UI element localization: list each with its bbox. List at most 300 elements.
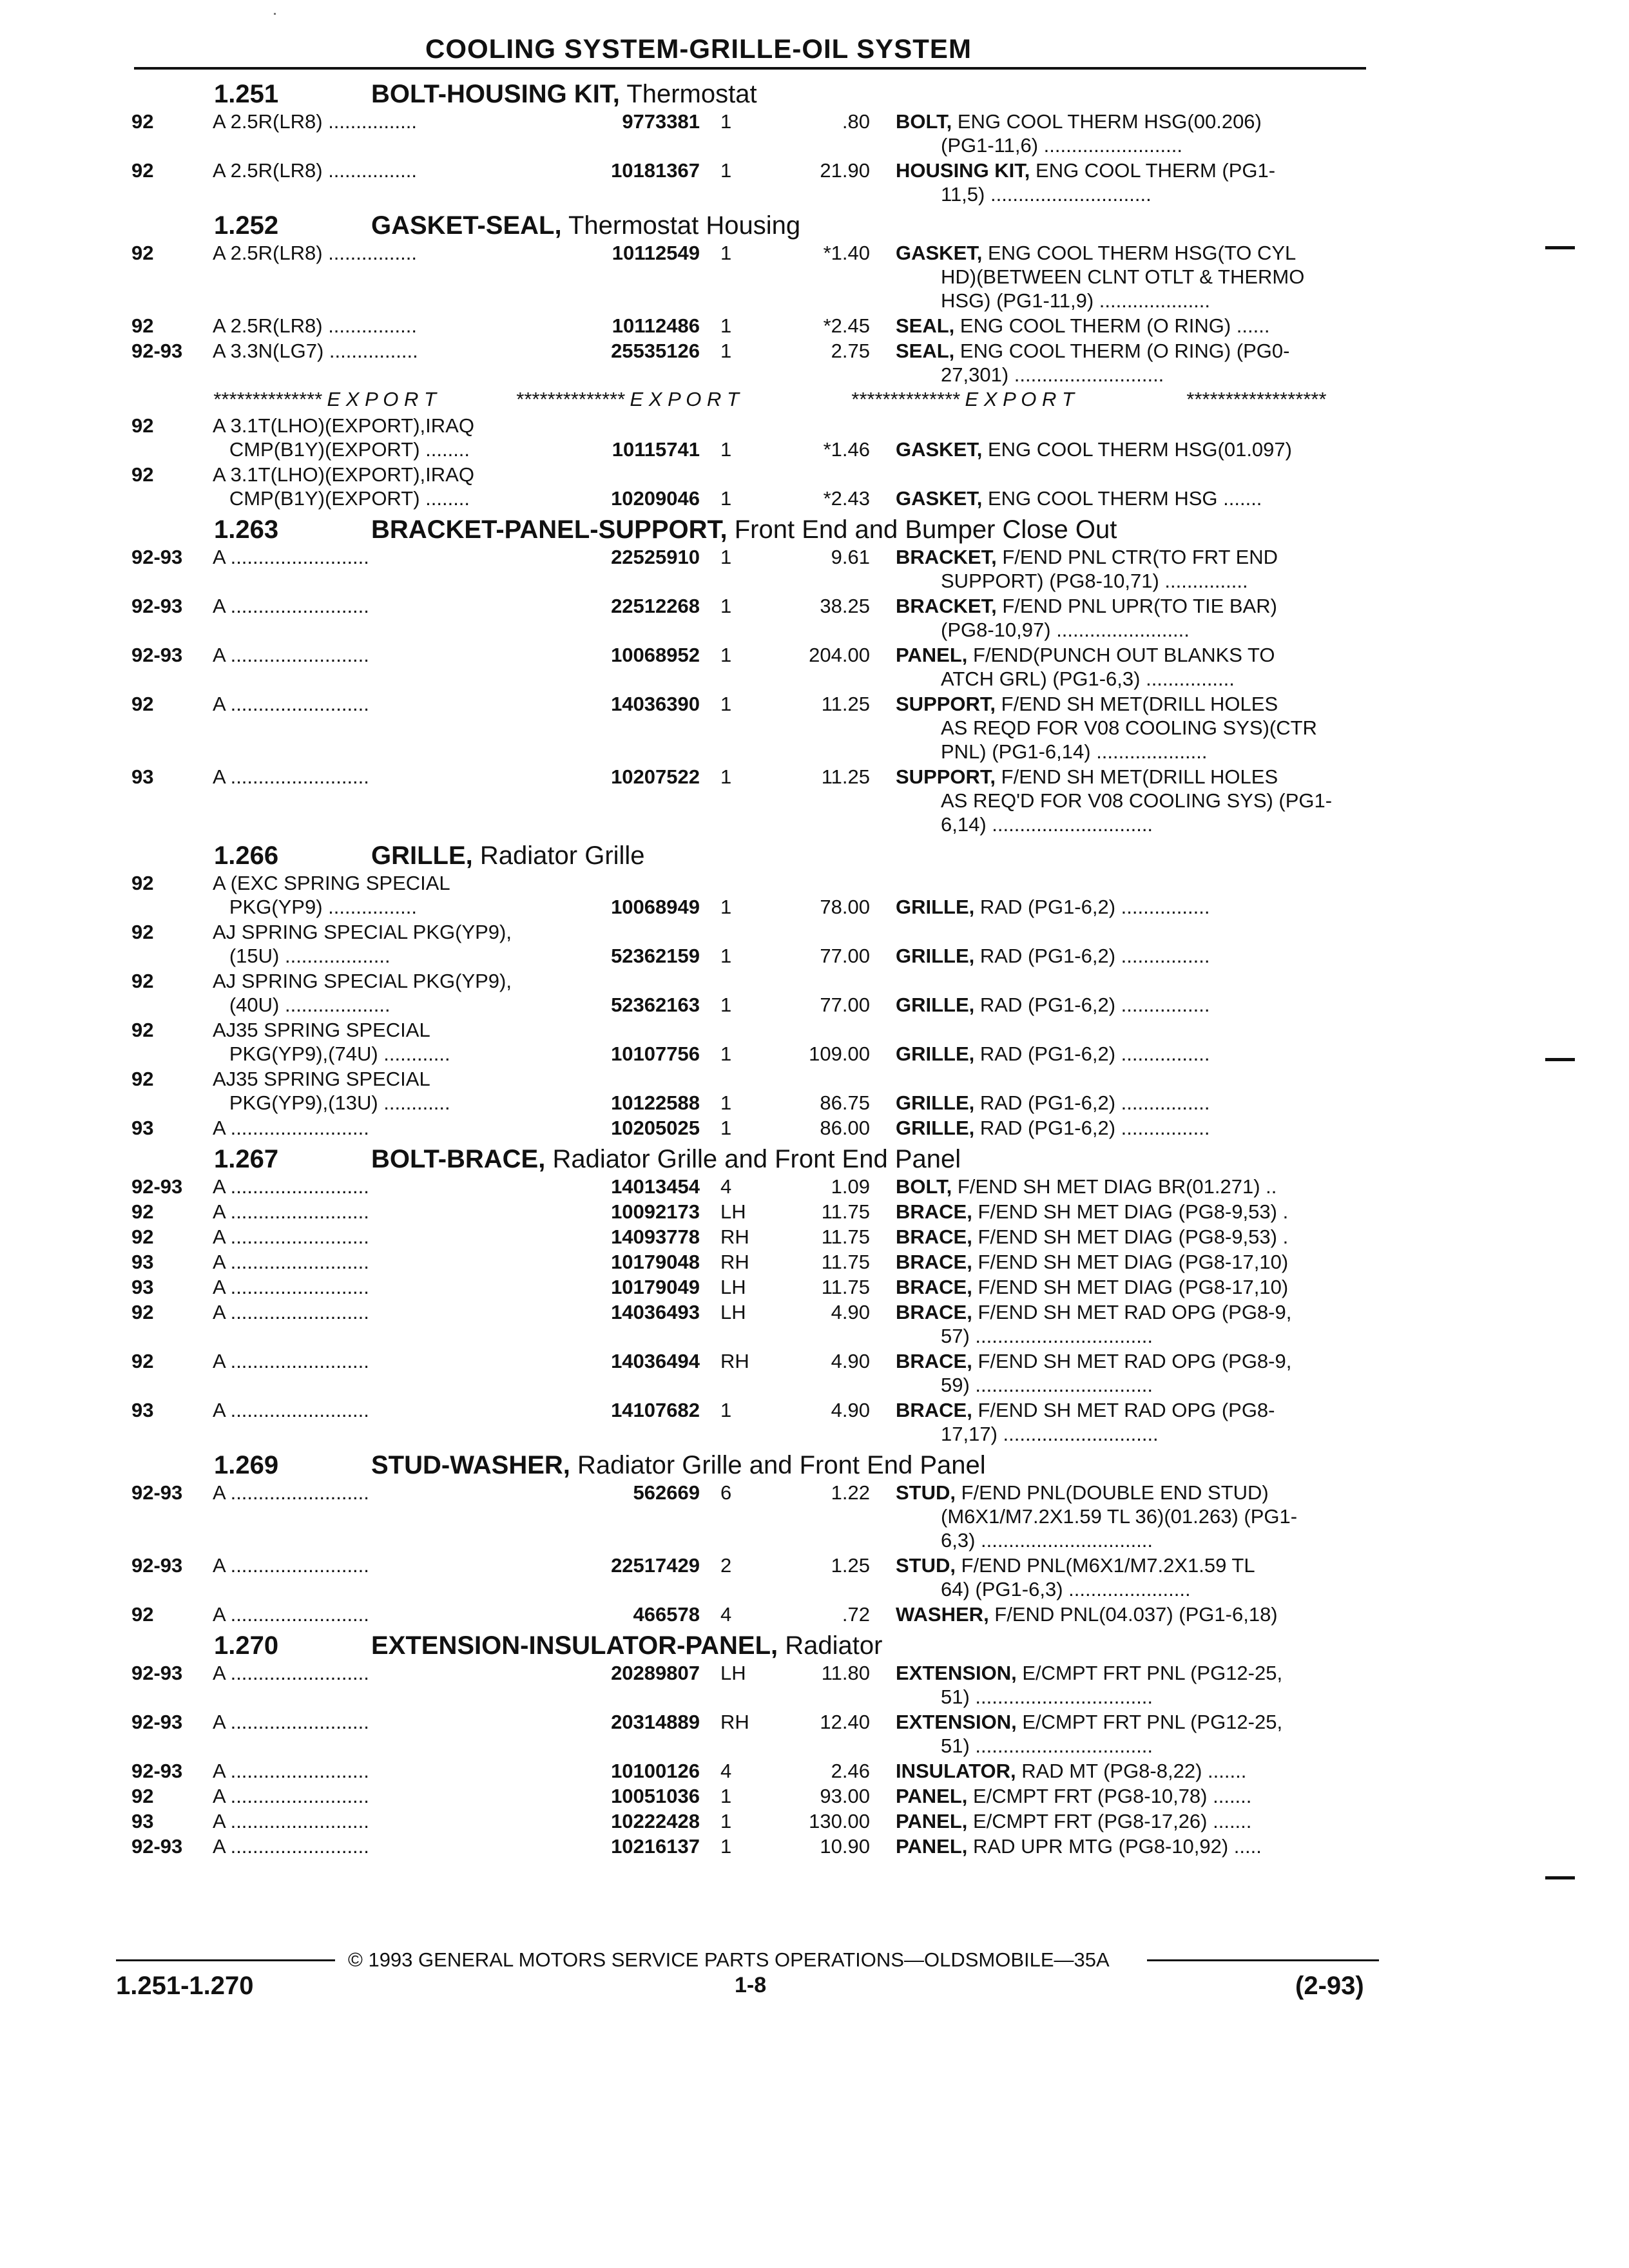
part-row xyxy=(116,545,1373,594)
application-description: A ......................... xyxy=(213,1481,369,1504)
section-title-bold: STUD-WASHER, xyxy=(371,1451,570,1479)
part-number: 10122588 xyxy=(567,1091,700,1115)
section-title-bold: GASKET-SEAL, xyxy=(371,211,562,240)
part-row xyxy=(116,241,1373,314)
part-name-text: ENG COOL THERM (PG1- xyxy=(1030,159,1276,182)
section-title xyxy=(371,1451,986,1480)
part-name-line xyxy=(941,363,1411,387)
part-name-text: PNL) (PG1-6,14) .................... xyxy=(941,740,1208,763)
part-number: 10205025 xyxy=(567,1116,700,1140)
part-name-text: RAD (PG1-6,2) ................ xyxy=(974,994,1210,1016)
part-name-text: F/END(PUNCH OUT BLANKS TO xyxy=(967,644,1275,666)
part-name-text: (PG8-10,97) ........................ xyxy=(941,619,1190,641)
part-name-text: HSG) (PG1-11,9) .................... xyxy=(941,289,1211,312)
part-name-line xyxy=(941,1528,1411,1552)
part-name-bold: INSULATOR, xyxy=(896,1760,1016,1782)
footer-date: (2-93) xyxy=(1295,1972,1364,2000)
part-name-line xyxy=(896,1116,1366,1140)
part-name-line xyxy=(896,1042,1366,1066)
section-title-rest: Radiator xyxy=(778,1631,883,1660)
application-description: A ......................... xyxy=(213,1760,369,1782)
part-row xyxy=(116,1175,1373,1200)
part-name-text: SUPPORT) (PG8-10,71) ............... xyxy=(941,570,1248,592)
part-row xyxy=(116,1602,1373,1628)
section-heading xyxy=(116,76,1373,110)
model-year: 92 xyxy=(131,1225,154,1248)
part-number: 14036494 xyxy=(567,1349,700,1373)
part-number: 20289807 xyxy=(567,1661,700,1685)
part-row xyxy=(116,1116,1373,1141)
part-name-text: AS REQD FOR V08 COOLING SYS)(CTR xyxy=(941,716,1317,739)
section-number: 1.252 xyxy=(214,211,279,240)
part-row xyxy=(116,1018,1373,1067)
part-number: 10112486 xyxy=(567,314,700,338)
part-number: 14107682 xyxy=(567,1398,700,1422)
part-name-text: F/END SH MET RAD OPG (PG8-9, xyxy=(972,1350,1292,1372)
model-year: 92 xyxy=(131,1068,154,1090)
quantity: 2 xyxy=(720,1554,732,1577)
application-description: A ......................... xyxy=(213,1835,369,1858)
part-name-line xyxy=(941,1734,1411,1758)
part-name-line xyxy=(896,1349,1366,1373)
list-price: 86.75 xyxy=(820,1091,870,1114)
part-name-line xyxy=(896,1809,1366,1833)
model-year: 92 xyxy=(131,872,154,894)
part-row xyxy=(116,1661,1373,1710)
part-row xyxy=(116,1553,1373,1602)
part-name-bold: HOUSING KIT, xyxy=(896,159,1030,182)
part-row xyxy=(116,159,1373,207)
list-price: 77.00 xyxy=(820,994,870,1016)
model-year: 93 xyxy=(131,1276,154,1298)
section-title xyxy=(371,80,757,109)
application-description: A ......................... xyxy=(213,1603,369,1626)
part-name-line xyxy=(941,1577,1411,1601)
part-name-text: 57) ................................ xyxy=(941,1325,1153,1347)
list-price: *2.43 xyxy=(823,487,870,510)
section-number: 1.266 xyxy=(214,841,279,870)
part-number: 10051036 xyxy=(567,1784,700,1808)
model-year: 93 xyxy=(131,1399,154,1421)
part-row xyxy=(116,1710,1373,1759)
model-year: 92 xyxy=(131,1603,154,1626)
part-name-bold: BRACE, xyxy=(896,1251,972,1273)
section-heading xyxy=(116,1141,1373,1175)
part-name-line xyxy=(941,740,1411,764)
part-number: 22525910 xyxy=(567,545,700,569)
part-number: 20314889 xyxy=(567,1710,700,1734)
part-number: 10112549 xyxy=(567,241,700,265)
model-year: 92-93 xyxy=(131,1711,183,1733)
section-title-bold: BRACKET-PANEL-SUPPORT, xyxy=(371,515,728,544)
model-year: 92 xyxy=(131,921,154,943)
model-year: 92-93 xyxy=(131,546,183,568)
part-row xyxy=(116,765,1373,838)
part-name-text: ENG COOL THERM (O RING) (PG0- xyxy=(954,340,1290,362)
part-name-line xyxy=(896,1661,1366,1685)
section-title-rest: Thermostat xyxy=(619,80,757,108)
model-year: 93 xyxy=(131,1117,154,1139)
list-price: 4.90 xyxy=(831,1399,870,1421)
section-title-rest: Radiator Grille and Front End Panel xyxy=(570,1451,986,1479)
part-row xyxy=(116,594,1373,643)
part-name-line xyxy=(896,241,1366,265)
part-name-text: AS REQ'D FOR V08 COOLING SYS) (PG1- xyxy=(941,789,1333,812)
part-number: 10115741 xyxy=(567,437,700,461)
part-name-text: 59) ................................ xyxy=(941,1374,1153,1396)
part-name-line xyxy=(896,1553,1366,1577)
list-price: 77.00 xyxy=(820,945,870,967)
quantity: 1 xyxy=(720,945,732,967)
part-number: 10222428 xyxy=(567,1809,700,1833)
application-description: AJ SPRING SPECIAL PKG(YP9), xyxy=(213,921,512,943)
part-name-line xyxy=(941,812,1411,836)
part-name-text: 17,17) ............................ xyxy=(941,1423,1159,1445)
model-year: 92-93 xyxy=(131,1175,183,1198)
section-heading xyxy=(116,1447,1373,1481)
model-year: 92 xyxy=(131,1301,154,1323)
part-name-text: E/CMPT FRT PNL (PG12-25, xyxy=(1016,1711,1283,1733)
application-description: A ......................... xyxy=(213,1251,369,1273)
part-number: 10107756 xyxy=(567,1042,700,1066)
part-name-line xyxy=(896,895,1366,919)
application-description: A 3.1T(LHO)(EXPORT),IRAQ xyxy=(213,463,474,486)
section-title xyxy=(371,211,800,240)
part-name-text: 64) (PG1-6,3) ...................... xyxy=(941,1578,1191,1600)
list-price: *1.46 xyxy=(823,438,870,461)
part-name-text: 6,3) ............................... xyxy=(941,1529,1153,1552)
part-name-text: 51) ................................ xyxy=(941,1686,1153,1708)
part-name-text: F/END PNL UPR(TO TIE BAR) xyxy=(996,595,1277,617)
part-name-text: ENG COOL THERM (O RING) ...... xyxy=(954,314,1270,337)
model-year: 92 xyxy=(131,463,154,486)
list-price: 2.46 xyxy=(831,1760,870,1782)
part-name-line xyxy=(896,1275,1366,1299)
quantity: 1 xyxy=(720,438,732,461)
list-price: 9.61 xyxy=(831,546,870,568)
part-name-line xyxy=(941,265,1411,289)
part-name-text: F/END SH MET(DRILL HOLES xyxy=(996,765,1278,788)
part-name-text: E/CMPT FRT PNL (PG12-25, xyxy=(1016,1662,1283,1684)
export-label: ************** E X P O R T xyxy=(851,388,1080,410)
part-row xyxy=(116,1200,1373,1225)
part-name-line xyxy=(896,1784,1366,1808)
part-name-text: HD)(BETWEEN CLNT OTLT & THERMO xyxy=(941,265,1305,288)
part-name-bold: GRILLE, xyxy=(896,1091,975,1114)
part-row xyxy=(116,920,1373,969)
part-name-text: RAD (PG1-6,2) ................ xyxy=(974,1091,1210,1114)
section-heading xyxy=(116,207,1373,241)
model-year: 92-93 xyxy=(131,595,183,617)
footer-rule-right xyxy=(1147,1959,1379,1961)
part-name-text: 27,301) ........................... xyxy=(941,363,1164,386)
application-description: CMP(B1Y)(EXPORT) ........ xyxy=(213,487,470,510)
model-year: 93 xyxy=(131,1251,154,1273)
model-year: 92 xyxy=(131,414,154,437)
list-price: 11.25 xyxy=(821,693,870,715)
part-name-line xyxy=(896,1710,1366,1734)
part-name-text: ENG COOL THERM HSG ....... xyxy=(982,487,1262,510)
part-name-bold: GRILLE, xyxy=(896,945,975,967)
application-description: A ......................... xyxy=(213,1175,369,1198)
part-name-line xyxy=(941,1422,1411,1446)
list-price: 11.75 xyxy=(821,1251,870,1273)
part-name-text: F/END PNL CTR(TO FRT END xyxy=(996,546,1278,568)
part-name-line xyxy=(941,1324,1411,1348)
part-name-line xyxy=(896,1091,1366,1115)
list-price: 10.90 xyxy=(820,1835,870,1858)
list-price: 1.22 xyxy=(831,1481,870,1504)
list-price: 38.25 xyxy=(820,595,870,617)
list-price: 204.00 xyxy=(809,644,870,666)
part-number: 25535126 xyxy=(567,339,700,363)
application-description: A ......................... xyxy=(213,1662,369,1684)
part-name-bold: GASKET, xyxy=(896,487,983,510)
part-name-text: F/END PNL(M6X1/M7.2X1.59 TL xyxy=(956,1554,1255,1577)
part-name-bold: BRACE, xyxy=(896,1200,972,1223)
list-price: 1.25 xyxy=(831,1554,870,1577)
quantity: LH xyxy=(720,1301,746,1323)
quantity: 4 xyxy=(720,1760,732,1782)
application-description: PKG(YP9),(13U) ............ xyxy=(213,1091,450,1114)
application-description: A ......................... xyxy=(213,1350,369,1372)
section-title-bold: EXTENSION-INSULATOR-PANEL, xyxy=(371,1631,778,1660)
part-name-line xyxy=(941,182,1411,206)
part-number: 10092173 xyxy=(567,1200,700,1224)
part-row xyxy=(116,414,1373,463)
section-number: 1.251 xyxy=(214,80,279,108)
part-name-bold: PANEL, xyxy=(896,1835,968,1858)
part-number: 14036493 xyxy=(567,1300,700,1324)
quantity: 1 xyxy=(720,314,732,337)
parts-listing xyxy=(116,76,1373,1860)
list-price: 109.00 xyxy=(809,1043,870,1065)
model-year: 92 xyxy=(131,110,154,133)
part-row xyxy=(116,1275,1373,1300)
part-name-line xyxy=(941,618,1411,642)
export-label: ************** E X P O R T xyxy=(516,388,745,410)
application-description: A ......................... xyxy=(213,1117,369,1139)
quantity: 1 xyxy=(720,487,732,510)
quantity: 1 xyxy=(720,896,732,918)
list-price: 130.00 xyxy=(809,1810,870,1832)
part-name-text: ENG COOL THERM HSG(TO CYL xyxy=(982,242,1296,264)
application-description: A 2.5R(LR8) ................ xyxy=(213,159,417,182)
margin-tick-mark xyxy=(1545,1876,1575,1879)
list-price: 93.00 xyxy=(820,1785,870,1807)
part-name-text: E/CMPT FRT (PG8-17,26) ....... xyxy=(967,1810,1252,1832)
part-number: 10207522 xyxy=(567,765,700,789)
part-name-bold: BRACKET, xyxy=(896,546,997,568)
application-description: A 2.5R(LR8) ................ xyxy=(213,110,417,133)
quantity: 1 xyxy=(720,1785,732,1807)
quantity: 1 xyxy=(720,546,732,568)
export-divider xyxy=(116,388,1373,414)
part-name-bold: STUD, xyxy=(896,1554,956,1577)
model-year: 92-93 xyxy=(131,1662,183,1684)
list-price: 21.90 xyxy=(820,159,870,182)
part-name-line xyxy=(896,1175,1366,1198)
quantity: RH xyxy=(720,1711,749,1733)
part-name-line xyxy=(896,339,1366,363)
quantity: LH xyxy=(720,1276,746,1298)
quantity: 4 xyxy=(720,1175,732,1198)
footer-section-range: 1.251-1.270 xyxy=(116,1972,254,2000)
quantity: 1 xyxy=(720,1810,732,1832)
application-description: A (EXC SPRING SPECIAL xyxy=(213,872,450,894)
export-label: ************** E X P O R T xyxy=(213,388,442,410)
application-description: CMP(B1Y)(EXPORT) ........ xyxy=(213,438,470,461)
part-row xyxy=(116,110,1373,159)
part-name-bold: BRACE, xyxy=(896,1276,972,1298)
part-name-line xyxy=(941,133,1411,157)
part-name-bold: GRILLE, xyxy=(896,1117,975,1139)
part-name-line xyxy=(896,1398,1366,1422)
list-price: 11.75 xyxy=(821,1200,870,1223)
list-price: 11.75 xyxy=(821,1225,870,1248)
margin-tick-mark xyxy=(1545,246,1575,249)
model-year: 92-93 xyxy=(131,340,183,362)
part-name-bold: WASHER, xyxy=(896,1603,989,1626)
section-heading xyxy=(116,512,1373,545)
part-name-line xyxy=(896,486,1366,510)
part-name-text: RAD MT (PG8-8,22) ....... xyxy=(1016,1760,1247,1782)
part-row xyxy=(116,643,1373,692)
part-name-bold: BRACE, xyxy=(896,1225,972,1248)
application-description: AJ35 SPRING SPECIAL xyxy=(213,1068,430,1090)
list-price: .72 xyxy=(842,1603,870,1626)
list-price: 12.40 xyxy=(820,1711,870,1733)
part-name-text: F/END SH MET RAD OPG (PG8-9, xyxy=(972,1301,1292,1323)
part-name-line xyxy=(896,1300,1366,1324)
part-name-text: F/END SH MET DIAG (PG8-17,10) xyxy=(972,1251,1289,1273)
part-name-bold: PANEL, xyxy=(896,644,968,666)
part-name-line xyxy=(896,1250,1366,1274)
quantity: 1 xyxy=(720,340,732,362)
quantity: LH xyxy=(720,1662,746,1684)
part-name-bold: GRILLE, xyxy=(896,994,975,1016)
part-name-text: (PG1-11,6) ......................... xyxy=(941,134,1182,157)
list-price: 78.00 xyxy=(820,896,870,918)
part-row xyxy=(116,1481,1373,1553)
part-row xyxy=(116,1398,1373,1447)
part-name-line xyxy=(941,569,1411,593)
part-name-line xyxy=(896,545,1366,569)
list-price: 4.90 xyxy=(831,1350,870,1372)
list-price: 11.75 xyxy=(821,1276,870,1298)
section-heading xyxy=(116,838,1373,871)
quantity: 1 xyxy=(720,765,732,788)
part-number: 22512268 xyxy=(567,594,700,618)
part-name-text: RAD UPR MTG (PG8-10,92) ..... xyxy=(967,1835,1262,1858)
application-description: A 2.5R(LR8) ................ xyxy=(213,242,417,264)
part-row xyxy=(116,871,1373,920)
quantity: 1 xyxy=(720,644,732,666)
list-price: *2.45 xyxy=(823,314,870,337)
part-name-line xyxy=(896,1481,1366,1504)
quantity: 1 xyxy=(720,110,732,133)
quantity: 4 xyxy=(720,1603,732,1626)
model-year: 93 xyxy=(131,765,154,788)
part-name-text: RAD (PG1-6,2) ................ xyxy=(974,1043,1210,1065)
list-price: .80 xyxy=(842,110,870,133)
part-number: 10179048 xyxy=(567,1250,700,1274)
list-price: 2.75 xyxy=(831,340,870,362)
part-name-line xyxy=(896,437,1366,461)
application-description: A ......................... xyxy=(213,595,369,617)
quantity: 1 xyxy=(720,1399,732,1421)
application-description: PKG(YP9),(74U) ............ xyxy=(213,1043,450,1065)
application-description: (15U) ................... xyxy=(213,945,390,967)
application-description: A ......................... xyxy=(213,546,369,568)
model-year: 92 xyxy=(131,314,154,337)
application-description: A 3.1T(LHO)(EXPORT),IRAQ xyxy=(213,414,474,437)
model-year: 92 xyxy=(131,1019,154,1041)
model-year: 92 xyxy=(131,159,154,182)
part-name-text: F/END SH MET(DRILL HOLES xyxy=(996,693,1278,715)
part-name-line xyxy=(896,1759,1366,1783)
margin-tick-mark xyxy=(1545,1058,1575,1061)
part-name-line xyxy=(896,1602,1366,1626)
model-year: 92-93 xyxy=(131,1760,183,1782)
part-row xyxy=(116,314,1373,339)
list-price: 11.25 xyxy=(821,765,870,788)
part-name-text: ATCH GRL) (PG1-6,3) ................ xyxy=(941,668,1235,690)
section-title xyxy=(371,1145,961,1174)
part-number: 466578 xyxy=(567,1602,700,1626)
part-row xyxy=(116,1225,1373,1250)
model-year: 92 xyxy=(131,242,154,264)
model-year: 92-93 xyxy=(131,1481,183,1504)
part-name-bold: STUD, xyxy=(896,1481,956,1504)
part-row xyxy=(116,1300,1373,1349)
model-year: 92 xyxy=(131,1200,154,1223)
part-row xyxy=(116,1349,1373,1398)
title-rule xyxy=(134,67,1366,70)
quantity: RH xyxy=(720,1251,749,1273)
application-description: AJ35 SPRING SPECIAL xyxy=(213,1019,430,1041)
model-year: 92 xyxy=(131,1350,154,1372)
application-description: A 2.5R(LR8) ................ xyxy=(213,314,417,337)
part-name-bold: SEAL, xyxy=(896,314,955,337)
part-row xyxy=(116,692,1373,765)
part-name-text: 11,5) ............................. xyxy=(941,183,1152,206)
model-year: 93 xyxy=(131,1810,154,1832)
part-name-bold: EXTENSION, xyxy=(896,1711,1017,1733)
part-name-text: RAD (PG1-6,2) ................ xyxy=(974,945,1210,967)
part-name-line xyxy=(941,1504,1411,1528)
part-number: 22517429 xyxy=(567,1553,700,1577)
part-name-text: F/END SH MET RAD OPG (PG8- xyxy=(972,1399,1275,1421)
part-name-line xyxy=(896,993,1366,1017)
part-name-line xyxy=(896,1834,1366,1858)
list-price: 86.00 xyxy=(820,1117,870,1139)
application-description: PKG(YP9) ................ xyxy=(213,896,417,918)
part-name-bold: BOLT, xyxy=(896,110,952,133)
part-name-line xyxy=(896,159,1366,182)
list-price: 4.90 xyxy=(831,1301,870,1323)
part-row xyxy=(116,339,1373,388)
part-number: 10209046 xyxy=(567,486,700,510)
application-description: A ......................... xyxy=(213,1711,369,1733)
list-price: 11.80 xyxy=(821,1662,870,1684)
part-number: 10181367 xyxy=(567,159,700,182)
part-name-bold: PANEL, xyxy=(896,1785,968,1807)
part-row xyxy=(116,969,1373,1018)
part-name-text: E/CMPT FRT (PG8-10,78) ....... xyxy=(967,1785,1252,1807)
application-description: A 3.3N(LG7) ................ xyxy=(213,340,418,362)
part-name-line xyxy=(896,1225,1366,1249)
